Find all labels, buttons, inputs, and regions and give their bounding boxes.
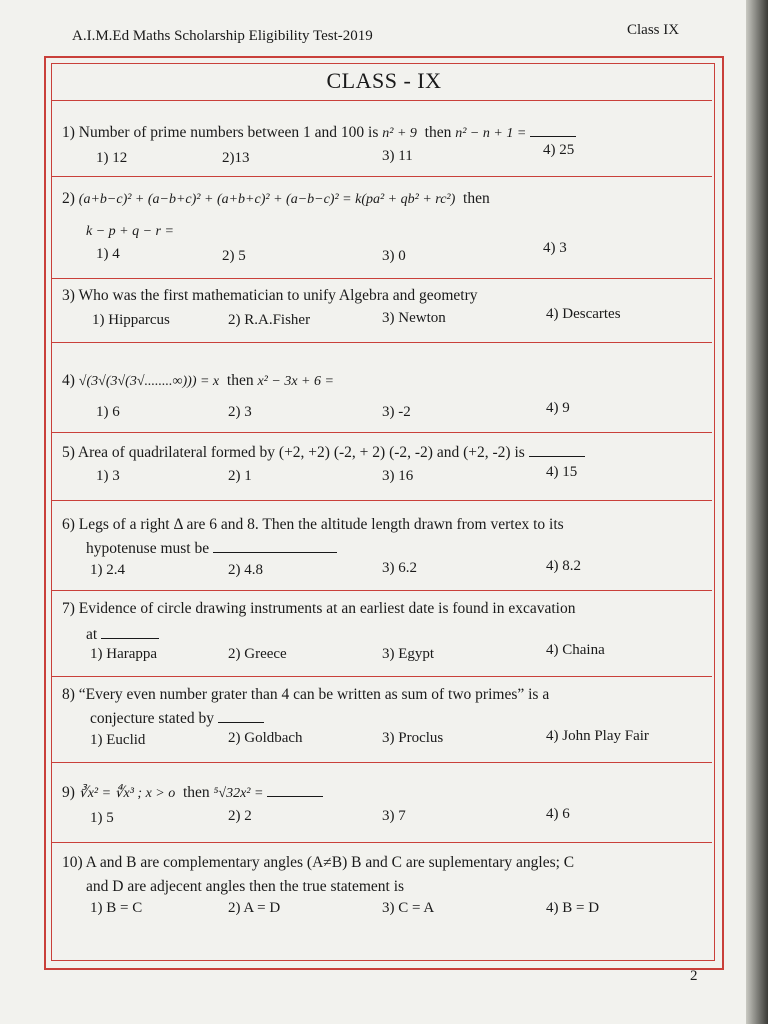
question-text: 5) Area of quadrilateral formed by (+2, +2) (-2, + 2) (-2, -2) and (+2, -2) is	[62, 444, 525, 461]
page-edge-shadow	[746, 0, 768, 1024]
option-9-1: 1) 5	[90, 810, 114, 826]
option-4-1: 1) 6	[96, 404, 120, 420]
option-10-4: 4) B = D	[546, 900, 600, 916]
question-text: 1) Number of prime numbers between 1 and 100 is	[62, 124, 379, 141]
question-5	[62, 444, 585, 462]
option-5-3: 3) 16	[382, 468, 414, 484]
option-8-3: 3) Proclus	[382, 730, 444, 746]
option-1-1: 1) 12	[96, 150, 128, 166]
question-divider	[52, 762, 712, 763]
option-4-4: 4) 9	[546, 400, 570, 416]
option-1-4: 4) 25	[543, 142, 575, 158]
question-divider	[52, 432, 712, 433]
option-5-4: 4) 15	[546, 464, 578, 480]
option-9-2: 2) 2	[228, 808, 252, 824]
answer-blank	[218, 722, 264, 723]
question-text: at	[86, 626, 98, 643]
question-text: then	[424, 124, 452, 141]
question-text: conjecture stated by	[90, 710, 214, 727]
option-2-3: 3) 0	[382, 248, 406, 264]
math-expression: n² + 9	[382, 126, 417, 141]
question-divider	[52, 590, 712, 591]
option-7-2: 2) Greece	[228, 646, 287, 662]
question-divider	[52, 676, 712, 677]
option-6-2: 2) 4.8	[228, 562, 263, 578]
question-9	[62, 784, 323, 802]
option-4-3: 3) -2	[382, 404, 411, 420]
math-expression: n² − n + 1 =	[455, 126, 527, 141]
question-8: 8) “Every even number grater than 4 can be written as sum of two primes” is a	[62, 686, 550, 703]
math-expression: k − p + q − r =	[86, 224, 174, 239]
option-10-1: 1) B = C	[90, 900, 143, 916]
option-6-3: 3) 6.2	[382, 560, 417, 576]
question-8-line-2	[90, 710, 264, 728]
math-expression: ⁵√32x² =	[213, 786, 264, 801]
option-7-3: 3) Egypt	[382, 646, 435, 662]
question-4	[62, 372, 334, 390]
question-10: 10) A and B are complementary angles (A≠B) B and C are suplementary angles; C	[62, 854, 575, 871]
question-divider	[52, 278, 712, 279]
question-text: then	[226, 372, 254, 389]
option-3-3: 3) Newton	[382, 310, 446, 326]
title-divider	[52, 100, 712, 101]
question-divider	[52, 176, 712, 177]
option-8-2: 2) Goldbach	[228, 730, 303, 746]
page-number: 2	[690, 968, 698, 984]
question-divider	[52, 842, 712, 843]
exam-header: A.I.M.Ed Maths Scholarship Eligibility Test-2019	[72, 28, 373, 44]
question-10-line-2: and D are adjecent angles then the true statement is	[86, 878, 405, 895]
question-1	[62, 124, 576, 142]
option-10-3: 3) C = A	[382, 900, 435, 916]
page-title: CLASS - IX	[326, 68, 442, 93]
option-9-4: 4) 6	[546, 806, 570, 822]
option-7-1: 1) Harappa	[90, 646, 158, 662]
option-3-4: 4) Descartes	[546, 306, 621, 322]
answer-blank	[267, 796, 323, 797]
option-1-2: 2)13	[222, 150, 250, 166]
question-3: 3) Who was the first mathematician to unify Algebra and geometry	[62, 287, 478, 304]
question-text: hypotenuse must be	[86, 540, 210, 557]
question-7-line-2	[86, 626, 159, 644]
answer-blank	[101, 638, 159, 639]
option-10-2: 2) A = D	[228, 900, 281, 916]
option-3-2: 2) R.A.Fisher	[228, 312, 311, 328]
option-2-1: 1) 4	[96, 246, 120, 262]
question-7: 7) Evidence of circle drawing instruments at an earliest date is found in excavation	[62, 600, 576, 617]
option-4-2: 2) 3	[228, 404, 252, 420]
option-2-4: 4) 3	[543, 240, 567, 256]
question-number: 4)	[62, 372, 75, 389]
option-9-3: 3) 7	[382, 808, 406, 824]
option-5-2: 2) 1	[228, 468, 252, 484]
option-2-2: 2) 5	[222, 248, 246, 264]
class-label: Class IX	[627, 22, 680, 38]
question-6-line-2	[86, 540, 337, 558]
question-text: then	[182, 784, 210, 801]
question-divider	[52, 342, 712, 343]
option-7-4: 4) Chaina	[546, 642, 605, 658]
question-number: 9)	[62, 784, 75, 801]
math-expression: (a+b−c)² + (a−b+c)² + (a+b+c)² + (a−b−c)² = k(pa² + qb² + rc²)	[78, 192, 456, 207]
math-expression: x² − 3x + 6 =	[257, 374, 334, 389]
option-6-4: 4) 8.2	[546, 558, 581, 574]
math-expression: ∛x² = ∜x³ ; x > o	[78, 786, 176, 801]
answer-blank	[529, 456, 585, 457]
option-1-3: 3) 11	[382, 148, 413, 164]
question-text: then	[463, 190, 490, 207]
option-8-1: 1) Euclid	[90, 732, 146, 748]
question-2	[62, 190, 490, 208]
question-6: 6) Legs of a right Δ are 6 and 8. Then the altitude length drawn from vertex to its	[62, 516, 564, 533]
question-number: 2)	[62, 190, 75, 207]
question-divider	[52, 500, 712, 501]
option-6-1: 1) 2.4	[90, 562, 125, 578]
answer-blank	[213, 552, 337, 553]
option-3-1: 1) Hipparcus	[92, 312, 170, 328]
option-8-4: 4) John Play Fair	[546, 728, 649, 744]
question-2-line-2	[86, 222, 174, 240]
math-expression: √(3√(3√(3√........∞))) = x	[78, 374, 220, 389]
answer-blank	[530, 136, 576, 137]
option-5-1: 1) 3	[96, 468, 120, 484]
